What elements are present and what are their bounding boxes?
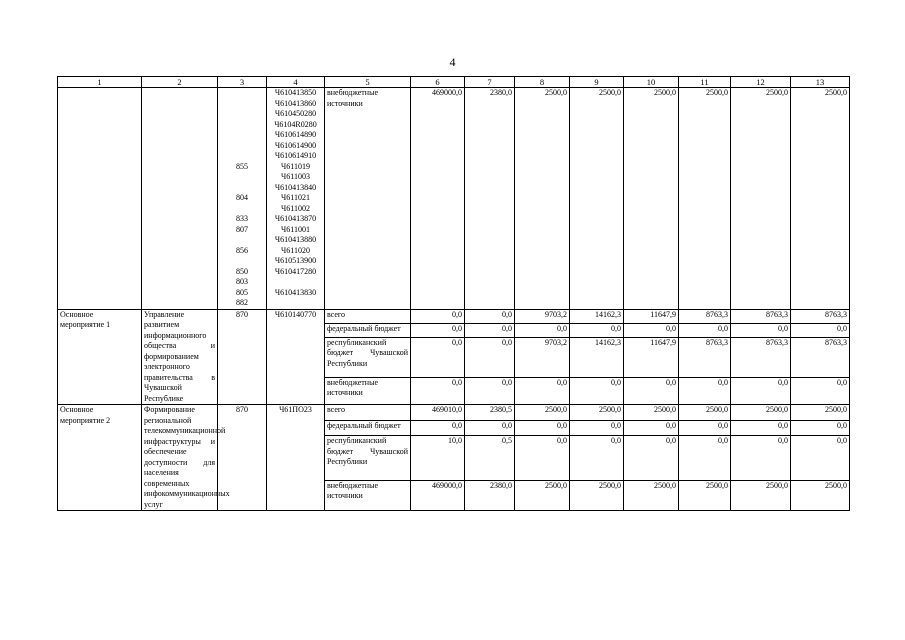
table-row (58, 405, 850, 421)
cell-value: 0,0 (731, 420, 791, 436)
event-code3: 870 (218, 309, 267, 405)
code-line (220, 204, 264, 215)
cell-source: федеральный бюджет (325, 323, 411, 337)
cell-value: 0,0 (411, 420, 465, 436)
code-line (220, 183, 264, 194)
cell-value: 2500,0 (624, 405, 679, 421)
cell-value: 2500,0 (570, 88, 624, 310)
cell-value: 2500,0 (570, 405, 624, 421)
code-line: Ч610413860 (274, 98, 317, 108)
cell-value: 9703,2 (515, 337, 570, 377)
cell-value: 0,0 (411, 337, 465, 377)
cell-value: 0,0 (679, 436, 731, 480)
code-line (269, 277, 322, 288)
cell-value: 2380,0 (465, 480, 515, 510)
cell-value: 0,0 (515, 323, 570, 337)
code-line (220, 172, 264, 183)
column-number-header: 7 (465, 77, 515, 88)
code-line: Ч611021 (281, 193, 310, 202)
column-number-header: 12 (731, 77, 791, 88)
cell-value: 0,0 (465, 309, 515, 323)
code-line: 807 (236, 224, 248, 234)
cell-value: 8763,3 (731, 337, 791, 377)
event-code4: Ч61ПО23 (267, 405, 325, 511)
event-code3: 870 (218, 405, 267, 511)
cell-value: 0,0 (791, 323, 850, 337)
cell-value: 8763,3 (791, 337, 850, 377)
cell-value: 0,0 (411, 323, 465, 337)
cell-value: 0,0 (731, 377, 791, 404)
table-row (58, 309, 850, 323)
code-line: Ч611020 (281, 245, 310, 255)
cell-value: 0,0 (791, 436, 850, 480)
cell-value: 2500,0 (731, 88, 791, 310)
cell-value: 0,0 (411, 309, 465, 323)
cell-value: 2500,0 (791, 88, 850, 310)
code-line: Ч611003 (281, 172, 310, 181)
cell-value: 2500,0 (570, 480, 624, 510)
cell-value: 0,0 (465, 323, 515, 337)
cell-value: 0,0 (624, 420, 679, 436)
cell-source: внебюджетные источники (325, 377, 411, 404)
code-line: Ч610614900 (274, 140, 317, 150)
code-line: Ч610413840 (274, 182, 317, 192)
cell-value: 2500,0 (624, 480, 679, 510)
code-line: Ч610614890 (274, 130, 317, 139)
cell-value: 8763,3 (679, 337, 731, 377)
cell-value: 2500,0 (731, 480, 791, 510)
code-line: 850 (236, 266, 248, 276)
cell-value: 0,0 (515, 377, 570, 404)
cell-value: 0,0 (465, 420, 515, 436)
code-line (220, 88, 264, 99)
cell-value: 0,0 (570, 436, 624, 480)
event-description: Управление развитием информационного общества и формированием электронного правительства в Чувашской Республике (142, 309, 218, 405)
cell-value: 0,0 (570, 323, 624, 337)
cell-source: республиканский бюджет Чувашской Республики (325, 436, 411, 480)
code-line (220, 141, 264, 152)
cell-value: 0,0 (679, 420, 731, 436)
cell-value: 469000,0 (411, 480, 465, 510)
cell-value: 0,0 (791, 420, 850, 436)
code-line: 803 (236, 277, 248, 286)
column-number-header: 10 (624, 77, 679, 88)
code-line: Ч611019 (281, 161, 310, 171)
cell-value: 2380,5 (465, 405, 515, 421)
cell-value: 9703,2 (515, 309, 570, 323)
column-number-header: 1 (58, 77, 142, 88)
cell-value: 0,5 (465, 436, 515, 480)
cell-source: республиканский бюджет Чувашской Республики (325, 337, 411, 377)
code-line (220, 256, 264, 267)
cell-value: 0,0 (679, 323, 731, 337)
code-line: Ч610413850 (274, 88, 317, 97)
code-line (220, 120, 264, 131)
cell-empty (142, 88, 218, 310)
page-number: 4 (449, 55, 456, 69)
code-line (220, 235, 264, 246)
cell-value: 8763,3 (731, 309, 791, 323)
cell-codes-col3 (218, 88, 267, 310)
cell-value: 0,0 (465, 337, 515, 377)
cell-value: 10,0 (411, 436, 465, 480)
budget-table (57, 76, 850, 511)
code-line: 805 (236, 287, 248, 297)
code-line: Ч611002 (281, 203, 310, 213)
event-code4: Ч610140770 (267, 309, 325, 405)
cell-value: 2500,0 (515, 88, 570, 310)
column-number-header: 9 (570, 77, 624, 88)
column-number-header: 6 (411, 77, 465, 88)
code-line: 855 (236, 161, 248, 171)
cell-value: 0,0 (624, 323, 679, 337)
cell-value: 2500,0 (679, 405, 731, 421)
cell-value: 0,0 (465, 377, 515, 404)
code-line: Ч610413830 (274, 287, 317, 297)
cell-value: 0,0 (624, 436, 679, 480)
column-number-header: 8 (515, 77, 570, 88)
cell-value: 14162,3 (570, 309, 624, 323)
cell-source: внебюджетные источники (325, 88, 411, 310)
code-line (220, 151, 264, 162)
code-line: Ч610513900 (274, 256, 317, 265)
cell-value: 0,0 (624, 377, 679, 404)
code-line: 833 (236, 214, 248, 223)
header-row (58, 77, 850, 88)
cell-source: внебюджетные источники (325, 480, 411, 510)
cell-value: 0,0 (570, 420, 624, 436)
code-line: 856 (236, 245, 248, 255)
cell-value: 0,0 (731, 436, 791, 480)
cell-source: всего (325, 405, 411, 421)
cell-value: 8763,3 (791, 309, 850, 323)
cell-value: 0,0 (411, 377, 465, 404)
column-number-header: 3 (218, 77, 267, 88)
code-line: Ч610413880 (274, 235, 317, 244)
event-name: Основное мероприятие 2 (58, 405, 142, 511)
cell-value: 11647,9 (624, 309, 679, 323)
cell-value: 469000,0 (411, 88, 465, 310)
cell-codes-col4 (267, 88, 325, 310)
code-line: 804 (236, 193, 248, 202)
cell-value: 469010,0 (411, 405, 465, 421)
cell-value: 11647,9 (624, 337, 679, 377)
cell-value: 2500,0 (679, 88, 731, 310)
cell-value: 0,0 (679, 377, 731, 404)
cell-source: всего (325, 309, 411, 323)
code-line: Ч6104R0280 (274, 119, 317, 129)
column-number-header: 13 (791, 77, 850, 88)
cell-value: 2500,0 (515, 405, 570, 421)
cell-value: 0,0 (515, 436, 570, 480)
cell-source: федеральный бюджет (325, 420, 411, 436)
code-line: Ч610417280 (274, 266, 317, 276)
code-line: Ч611001 (281, 224, 310, 234)
code-line: 882 (236, 298, 248, 307)
code-line: Ч610614910 (274, 151, 317, 160)
cell-value: 0,0 (570, 377, 624, 404)
code-line (269, 298, 322, 309)
cell-value: 0,0 (791, 377, 850, 404)
cell-value: 14162,3 (570, 337, 624, 377)
cell-value: 0,0 (731, 323, 791, 337)
cell-value: 2500,0 (791, 405, 850, 421)
cell-value: 2500,0 (515, 480, 570, 510)
cell-value: 8763,3 (679, 309, 731, 323)
cell-empty (58, 88, 142, 310)
code-line (220, 109, 264, 120)
code-line (220, 130, 264, 141)
code-line: Ч610413870 (274, 214, 317, 223)
event-name: Основное мероприятие 1 (58, 309, 142, 405)
event-description: Формирование региональной телекоммуникационной инфраструктуры и обеспечение доступности для населения современных инфокоммуникационных услуг (142, 405, 218, 511)
code-line (220, 99, 264, 110)
column-number-header: 5 (325, 77, 411, 88)
column-number-header: 11 (679, 77, 731, 88)
cell-value: 2380,0 (465, 88, 515, 310)
cell-value: 2500,0 (679, 480, 731, 510)
column-number-header: 2 (142, 77, 218, 88)
cell-value: 2500,0 (731, 405, 791, 421)
table-row-continuation (58, 88, 850, 310)
column-number-header: 4 (267, 77, 325, 88)
code-line: Ч610450280 (274, 109, 317, 118)
cell-value: 2500,0 (624, 88, 679, 310)
cell-value: 0,0 (515, 420, 570, 436)
cell-value: 2500,0 (791, 480, 850, 510)
